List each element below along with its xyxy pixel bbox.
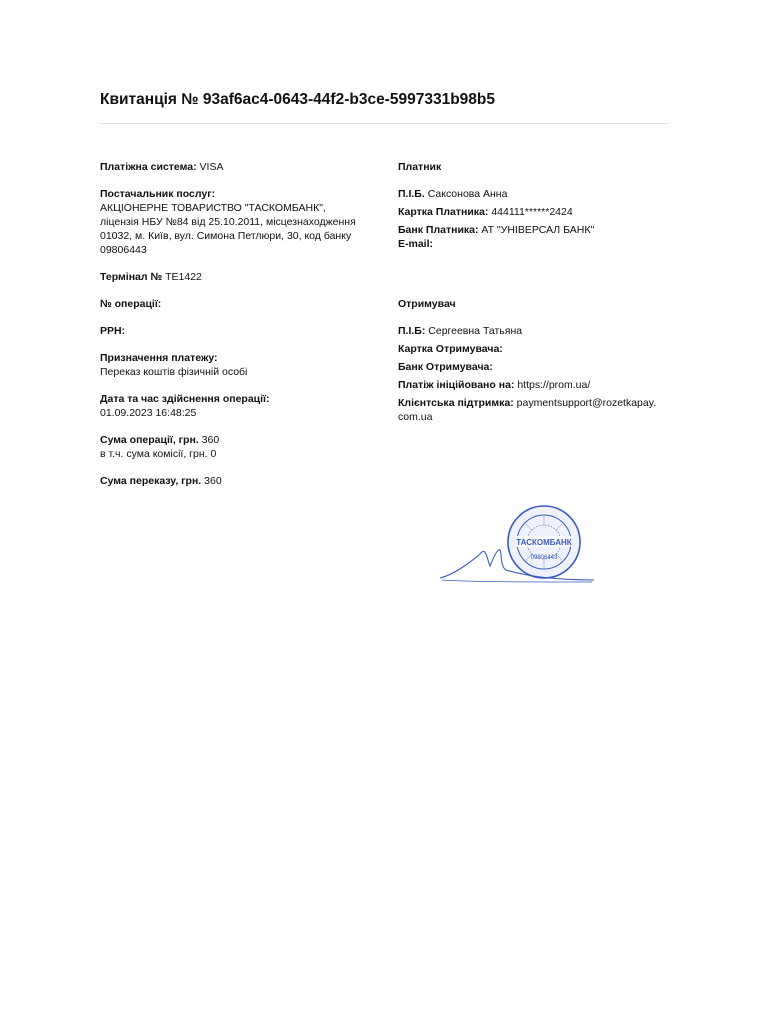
transfer-amount: Сума переказу, грн. 360 xyxy=(100,475,222,487)
recipient-name: П.І.Б: Сергеевна Татьяна xyxy=(398,325,523,337)
stamp-and-signature xyxy=(436,500,596,590)
payment-system: Платіжна система: VISA xyxy=(100,161,224,173)
receipt-title: Квитанція № 93af6ac4-0643-44f2-b3ce-5997331b98b5 xyxy=(100,91,495,108)
payer-heading: Платник xyxy=(398,161,442,173)
operation-details xyxy=(100,160,375,488)
recipient-card: Картка Отримувача: xyxy=(398,343,503,355)
recipient-bank: Банк Отримувача: xyxy=(398,361,493,373)
service-provider: Постачальник послуг: АКЦІОНЕРНЕ ТОВАРИСТВО "ТАСКОМБАНК", ліцензія НБУ №84 від 25.10.2011, місцезнаходження 01032, м. Київ, вул. Симона Петлюри, 30, код банку 09806443 xyxy=(100,188,356,256)
seal-code-text: 09806443 xyxy=(530,555,558,561)
payment-purpose: Призначення платежу: Переказ коштів фізичній особі xyxy=(100,352,248,378)
payer-card: Картка Платника: 444111******2424 xyxy=(398,206,573,218)
terminal-number: Термінал № TE1422 xyxy=(100,271,202,283)
rrn: РРН: xyxy=(100,325,126,337)
payer-email: E-mail: xyxy=(398,238,434,250)
payer-name: П.І.Б. Саксонова Анна xyxy=(398,188,508,200)
client-support: Клієнтська підтримка: paymentsupport@rozetkapay. com.ua xyxy=(398,397,657,423)
operation-datetime: Дата та час здійснення операції: 01.09.2023 16:48:25 xyxy=(100,393,270,419)
seal-center-text: ТАСКОМБАНК xyxy=(516,538,572,547)
payer-bank: Банк Платника: АТ "УНІВЕРСАЛ БАНК" xyxy=(398,224,595,236)
parties-details xyxy=(398,160,673,424)
title-divider xyxy=(100,123,668,124)
operation-number: № операції: xyxy=(100,298,162,310)
payment-initiated-on: Платіж ініційовано на: https://prom.ua/ xyxy=(398,379,591,391)
operation-amount: Сума операції, грн. 360 в т.ч. сума комісії, грн. 0 xyxy=(100,434,220,460)
recipient-heading: Отримувач xyxy=(398,298,456,310)
